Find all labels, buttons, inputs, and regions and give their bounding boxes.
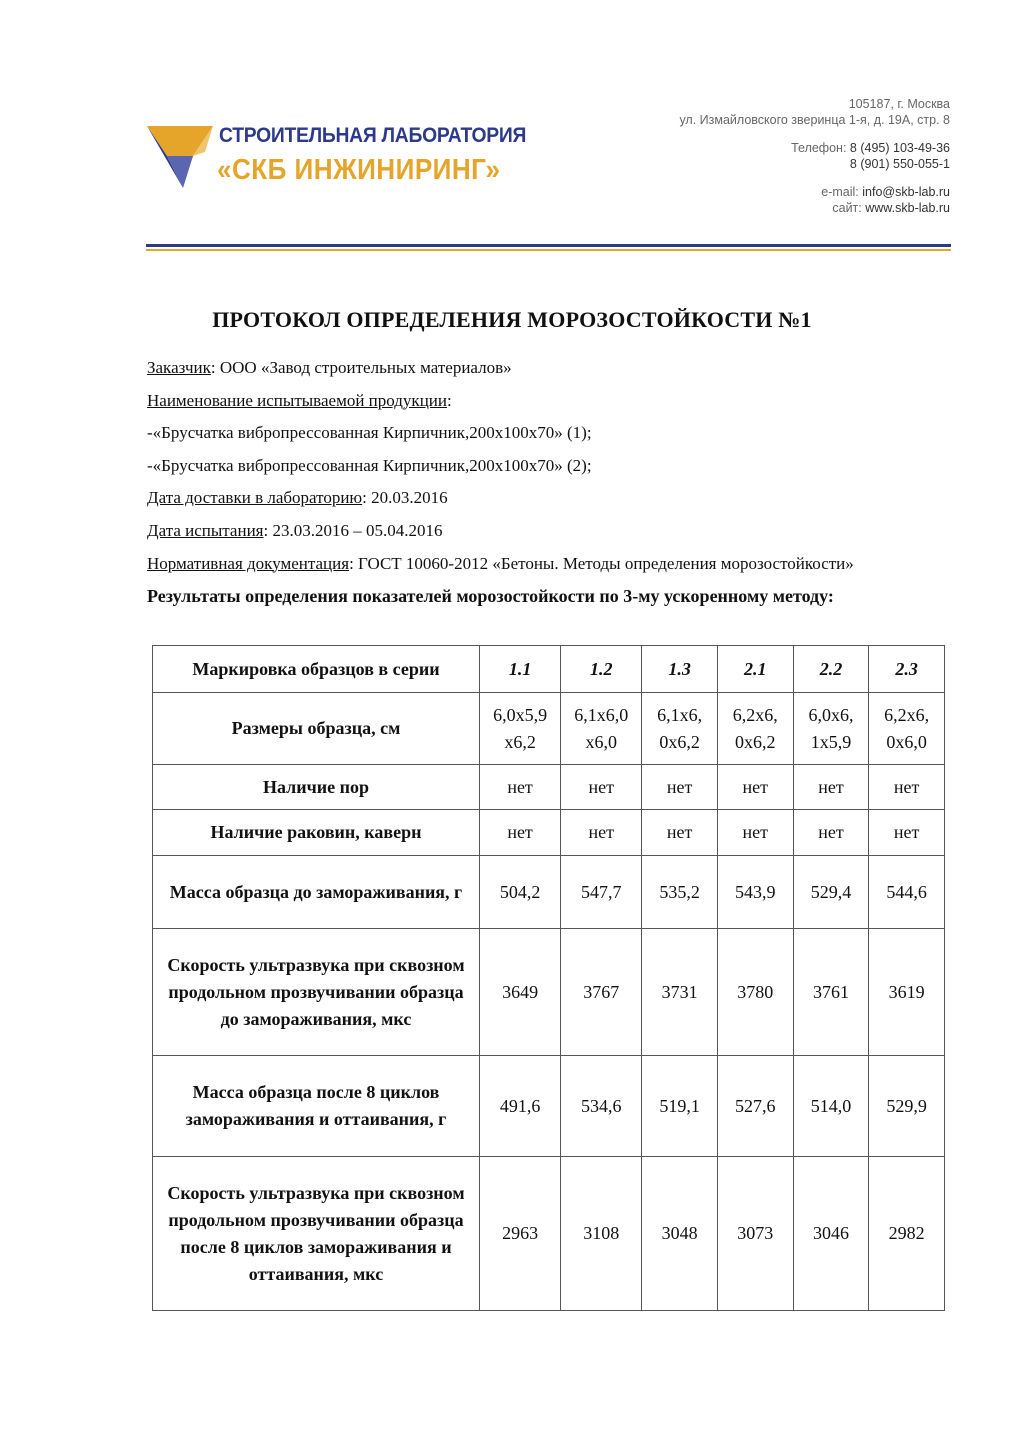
phone-line-1: Телефон: 8 (495) 103-49-36	[791, 141, 950, 155]
header-label-cell: Маркировка образцов в серии	[153, 646, 480, 693]
logo-line-2: «СКБ ИНЖИНИРИНГ»	[217, 154, 501, 186]
table-cell: 3731	[642, 929, 718, 1056]
table-cell: нет	[642, 765, 718, 810]
table-cell: 6,0х6, 1х5,9	[793, 693, 869, 765]
phone-line-2: 8 (901) 550-055-1	[849, 157, 950, 171]
product-item-1: -«Брусчатка вибропрессованная Кирпичник,200х100х70» (1);	[147, 423, 592, 443]
table-cell: нет	[561, 810, 642, 856]
column-header: 2.2	[793, 646, 869, 693]
table-cell: нет	[717, 810, 793, 856]
table-cell: 3073	[717, 1157, 793, 1311]
site-line: сайт: www.skb-lab.ru	[832, 201, 950, 215]
table-cell: 519,1	[642, 1056, 718, 1157]
table-cell: нет	[480, 765, 561, 810]
table-cell: 529,9	[869, 1056, 945, 1157]
test-date-line: Дата испытания: 23.03.2016 – 05.04.2016	[147, 520, 443, 540]
table-cell: 527,6	[717, 1056, 793, 1157]
table-cell: 2963	[480, 1157, 561, 1311]
row-label: Скорость ультразвука при сквозном продольном прозвучивании образца до замораживания, мкс	[153, 929, 480, 1056]
page-title: ПРОТОКОЛ ОПРЕДЕЛЕНИЯ МОРОЗОСТОЙКОСТИ №1	[212, 307, 812, 332]
results-heading: Результаты определения показателей морозостойкости по 3-му ускоренному методу:	[147, 586, 834, 606]
table-cell: 6,2х6, 0х6,0	[869, 693, 945, 765]
product-item-2: -«Брусчатка вибропрессованная Кирпичник,200х100х70» (2);	[147, 455, 592, 475]
table-row	[153, 765, 945, 810]
column-header: 2.3	[869, 646, 945, 693]
table-cell: 6,1х6, 0х6,2	[642, 693, 718, 765]
logo-line-1: СТРОИТЕЛЬНАЯ ЛАБОРАТОРИЯ	[219, 124, 527, 147]
address-line-2: ул. Измайловского зверинца 1-я, д. 19А, стр. 8	[679, 113, 950, 127]
row-label: Скорость ультразвука при сквозном продольном прозвучивании образца после 8 циклов замораживания и оттаивания, мкс	[153, 1157, 480, 1311]
table-cell: 3649	[480, 929, 561, 1056]
table-cell: 535,2	[642, 856, 718, 929]
table-cell: 543,9	[717, 856, 793, 929]
table-cell: нет	[869, 765, 945, 810]
column-header: 2.1	[717, 646, 793, 693]
table-row	[153, 1157, 945, 1311]
header-divider-gold	[146, 249, 951, 251]
column-header: 1.1	[480, 646, 561, 693]
email-link[interactable]: info@skb-lab.ru	[862, 185, 950, 199]
table-cell: 3108	[561, 1157, 642, 1311]
row-label: Масса образца после 8 циклов замораживания и оттаивания, г	[153, 1056, 480, 1157]
norm-doc-line: Нормативная документация: ГОСТ 10060-2012 «Бетоны. Методы определения морозостойкости»	[147, 553, 854, 573]
table-cell: 504,2	[480, 856, 561, 929]
results-table	[152, 645, 945, 1311]
company-logo	[145, 122, 527, 192]
table-cell: 547,7	[561, 856, 642, 929]
table-row	[153, 1056, 945, 1157]
table-cell: 529,4	[793, 856, 869, 929]
contacts-block	[610, 96, 950, 216]
table-cell: 3048	[642, 1157, 718, 1311]
table-cell: 544,6	[869, 856, 945, 929]
table-cell: 3046	[793, 1157, 869, 1311]
delivery-date-line: Дата доставки в лабораторию: 20.03.2016	[147, 488, 448, 508]
row-label: Наличие пор	[153, 765, 480, 810]
protocol-info	[147, 355, 967, 583]
table-cell: 6,1х6,0 х6,0	[561, 693, 642, 765]
table-header-row	[153, 646, 945, 693]
logo-diamond-icon	[145, 124, 215, 190]
table-cell: 6,2х6, 0х6,2	[717, 693, 793, 765]
table-cell: нет	[869, 810, 945, 856]
table-cell: нет	[717, 765, 793, 810]
table-cell: 3761	[793, 929, 869, 1056]
table-cell: 491,6	[480, 1056, 561, 1157]
table-cell: нет	[561, 765, 642, 810]
row-label: Наличие раковин, каверн	[153, 810, 480, 856]
column-header: 1.2	[561, 646, 642, 693]
table-cell: 534,6	[561, 1056, 642, 1157]
table-row	[153, 929, 945, 1056]
table-cell: 6,0х5,9 х6,2	[480, 693, 561, 765]
address-line-1: 105187, г. Москва	[848, 97, 950, 111]
table-cell: 3780	[717, 929, 793, 1056]
table-cell: нет	[793, 765, 869, 810]
row-label: Размеры образца, см	[153, 693, 480, 765]
header-divider-blue	[146, 244, 951, 247]
email-line: e-mail: info@skb-lab.ru	[821, 185, 950, 199]
table-cell: нет	[480, 810, 561, 856]
table-row	[153, 810, 945, 856]
row-label: Масса образца до замораживания, г	[153, 856, 480, 929]
table-row	[153, 693, 945, 765]
table-cell: нет	[642, 810, 718, 856]
table-cell: нет	[793, 810, 869, 856]
customer-line: Заказчик: ООО «Завод строительных материалов»	[147, 358, 512, 377]
site-link[interactable]: www.skb-lab.ru	[865, 201, 950, 215]
table-cell: 514,0	[793, 1056, 869, 1157]
table-cell: 3619	[869, 929, 945, 1056]
table-cell: 2982	[869, 1157, 945, 1311]
column-header: 1.3	[642, 646, 718, 693]
table-row	[153, 856, 945, 929]
table-cell: 3767	[561, 929, 642, 1056]
product-line: Наименование испытываемой продукции:	[147, 390, 452, 410]
